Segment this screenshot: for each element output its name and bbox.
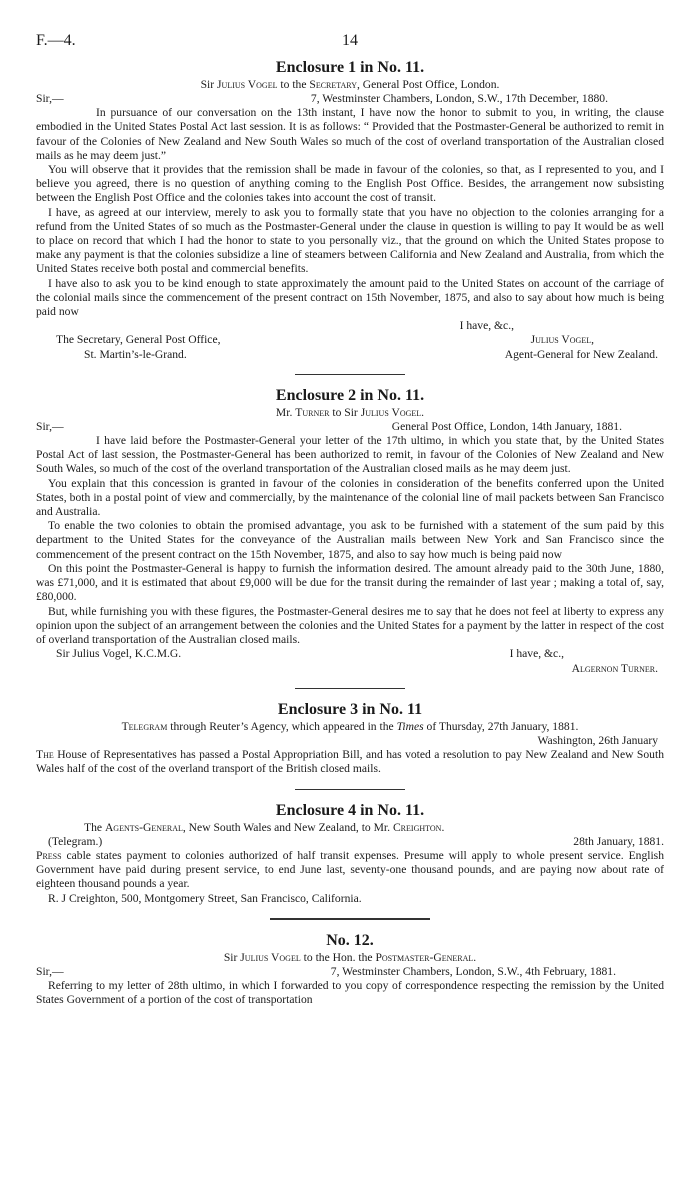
- paragraph: I have also to ask you to be kind enough to state approximately the amount paid to the United States on account of the carriage of the colonial mails since the commencement of the present contract on 15th November, 1875, and also to say about how much is being paid now: [36, 276, 664, 319]
- body-text: cable states payment to colonies authorized of half transit expenses. Presume will apply to whole present service. English Government have paid during present service, to end June last, seventy-one thousand pounds, and are paying now about rate of eighteen thousand pounds a year.: [36, 848, 664, 891]
- salutation: Sir,—: [36, 964, 64, 978]
- no-12-subtitle: [36, 951, 664, 965]
- paragraph: To enable the two colonies to obtain the promised advantage, you ask to be furnished with a statement of the sum paid by this department to the United States for the conveyance of the Australian mails between New York and San Francisco since the commencement of the present contract on the 15th November, 1875, and also to say how much is being paid now: [36, 519, 664, 561]
- subtitle-sender: Agents-General: [104, 820, 183, 834]
- body-lead-word: The: [36, 748, 54, 762]
- subtitle-part: The: [84, 820, 105, 834]
- salutation: Sir,—: [36, 419, 64, 433]
- letter-header: [36, 420, 664, 434]
- signature-name: Julius Vogel,: [530, 333, 594, 347]
- document-page: [36, 32, 664, 1007]
- telegram-tag: (Telegram.): [48, 834, 103, 848]
- page-number: 14: [342, 32, 358, 49]
- signature-block: [36, 662, 664, 676]
- paragraph: You will observe that it provides that the remission shall be made in favour of the colonies, so that, as I represented to you, and I believe you agreed, there is no question of anything coming to the English Post Office. Besides, the arrangement now subsisting between the English Post Office and the colonies takes into account the cost of transit.: [36, 163, 664, 205]
- telegram-date: 28th January, 1881.: [573, 834, 664, 848]
- closing-text: I have, &c.,: [459, 319, 514, 333]
- subtitle-sender: Julius Vogel: [240, 950, 301, 964]
- letter-header: [36, 965, 664, 979]
- enclosure-1: [36, 58, 664, 362]
- subtitle-sender: Julius Vogel: [217, 78, 278, 91]
- addressee: Sir Julius Vogel, K.C.M.G.: [56, 647, 182, 661]
- letter-header: [36, 92, 664, 106]
- dateline: [36, 734, 664, 748]
- body-text: House of Representatives has passed a Postal Appropriation Bill, and has voted a resolution to pay New Zealand and New South Wales half of the cost of the overland transport of the British closed mails.: [36, 748, 664, 776]
- report-reference: F.—4.: [36, 32, 76, 49]
- enclosure-4-subtitle: [36, 821, 664, 835]
- subtitle-recipient: Postmaster-General: [375, 950, 474, 964]
- letter-address: 7, Westminster Chambers, London, S.W., 4th February, 1881.: [330, 964, 616, 978]
- enclosure-1-title: Enclosure 1 in No. 11.: [275, 59, 425, 76]
- lead-text: through Reuter’s Agency, which appeared in the: [167, 719, 397, 733]
- salutation: Sir,—: [36, 92, 64, 105]
- subtitle-part: .: [441, 820, 445, 834]
- section-divider: [295, 789, 405, 790]
- paragraph: But, while furnishing you with these figures, the Postmaster-General desires me to say that he does not feel at liberty to express any opinion upon the subject of an arrangement between the colonies and the United States for a payment by the latter in respect of the cost of overland transportation of the Australian closed mails.: [36, 604, 664, 646]
- letter-address: General Post Office, London, 14th January, 1881.: [391, 419, 622, 433]
- enclosure-3-title: Enclosure 3 in No. 11: [277, 700, 423, 718]
- addressee: The Secretary, General Post Office,: [56, 333, 221, 347]
- subtitle-sender: Turner: [295, 405, 330, 419]
- subtitle-recipient: Secretary: [309, 78, 357, 91]
- newspaper-name: Times: [396, 719, 424, 733]
- enclosure-2-subtitle: [36, 406, 664, 420]
- paragraph: I have, as agreed at our interview, merely to ask you to formally state that you have no objection to the colonies arranging for a refund from the United States of so much as the Postmaster-General under the clause in question is willing to pay It would be as well to place on record that which I had the honor to state to you personally viz., that the ground on which the United States propose to make any payment is that the colonies subsidize a line of steamers between California and New Zealand and Australia, from which the United States receive both postal and commercial benefits.: [36, 205, 664, 276]
- telegram-header: [36, 835, 664, 849]
- letter-address: 7, Westminster Chambers, London, S.W., 17th December, 1880.: [310, 92, 608, 105]
- signature-name: Algernon Turner.: [571, 661, 658, 675]
- telegram-body: [36, 748, 664, 776]
- telegram-body: [36, 849, 664, 892]
- enclosure-4: [36, 801, 664, 906]
- paragraph: Referring to my letter of 28th ultimo, in which I forwarded to you copy of correspondence respecting the remission by the United States Government of a portion of the cost of transportation: [36, 978, 664, 1007]
- signature-block: [36, 348, 664, 362]
- signature-title: Agent-General for New Zealand.: [504, 347, 658, 361]
- subtitle-part: , New South Wales and New Zealand, to Mr.: [182, 820, 393, 834]
- signature-block: [36, 333, 664, 347]
- enclosure-4-title: Enclosure 4 in No. 11.: [275, 801, 425, 819]
- enclosure-1-subtitle: [36, 78, 664, 92]
- paragraph: In pursuance of our conversation on the 13th instant, I have now the honor to submit to you, in writing, the clause embodied in the United States Postal Act last session. It is as follows: “ Provided that the Postmaster-General be authorized to remit in favour of the Colonies of New Zealand and New South Wales so much of the cost of overland transportation of the Australian closed mails as he may deem just.”: [36, 106, 664, 162]
- subtitle-part: Sir: [200, 78, 218, 91]
- enclosure-2: [36, 386, 664, 676]
- no-12: [36, 931, 664, 1008]
- subtitle-part: to the: [277, 78, 310, 91]
- subtitle-part: to Sir: [329, 405, 361, 419]
- subtitle-part: , General Post Office, London.: [356, 78, 500, 91]
- enclosure-2-title: Enclosure 2 in No. 11.: [275, 386, 425, 404]
- subtitle-part: .: [421, 405, 425, 419]
- lead-text: of Thursday, 27th January, 1881.: [423, 719, 579, 733]
- subtitle-recipient: Creighton: [392, 820, 442, 834]
- subtitle-part: Mr.: [275, 405, 296, 419]
- telegram-label: Telegram: [121, 719, 168, 733]
- no-12-title: No. 12.: [326, 931, 374, 949]
- section-divider: [295, 688, 405, 689]
- enclosure-3: [36, 700, 664, 777]
- section-divider: [295, 374, 405, 375]
- dateline-text: Washington, 26th January: [537, 733, 658, 747]
- body-lead-word: Press: [36, 848, 62, 862]
- subtitle-recipient: Julius Vogel: [360, 405, 422, 419]
- section-divider: [270, 918, 430, 920]
- closing-text: I have, &c.,: [509, 647, 564, 661]
- subtitle-part: to the Hon. the: [300, 950, 376, 964]
- paragraph: I have laid before the Postmaster-General your letter of the 17th ultimo, in which you state that, by the United States Postal Act of last session, the Postmaster-General has been authorized to remit, in favour of the Colonies of New Zealand and New South Wales, so much of the cost of the overland transportation of the Australian closed mails as he may deem just.: [36, 434, 664, 476]
- addressee: St. Martin’s-le-Grand.: [84, 347, 187, 361]
- telegram-address: R. J Creighton, 500, Montgomery Street, San Francisco, California.: [48, 891, 362, 905]
- paragraph: On this point the Postmaster-General is happy to furnish the information desired. The amount already paid to the 30th June, 1880, was £71,000, and it is estimated that about £9,000 will be due for the transit during the remainder of last year ; making a total of, say, £80,000.: [36, 561, 664, 604]
- page-header: [36, 32, 664, 58]
- subtitle-part: Sir: [223, 950, 241, 964]
- subtitle-part: .: [473, 950, 477, 964]
- closing: [36, 319, 664, 333]
- telegram-lead: [36, 720, 664, 734]
- paragraph: You explain that this concession is granted in favour of the colonies in consideration of the benefits conferred upon the United States, both in a postal point of view and commercially, by the maintenance of the colonial line of mail packets between San Francisco and Australia.: [36, 476, 664, 519]
